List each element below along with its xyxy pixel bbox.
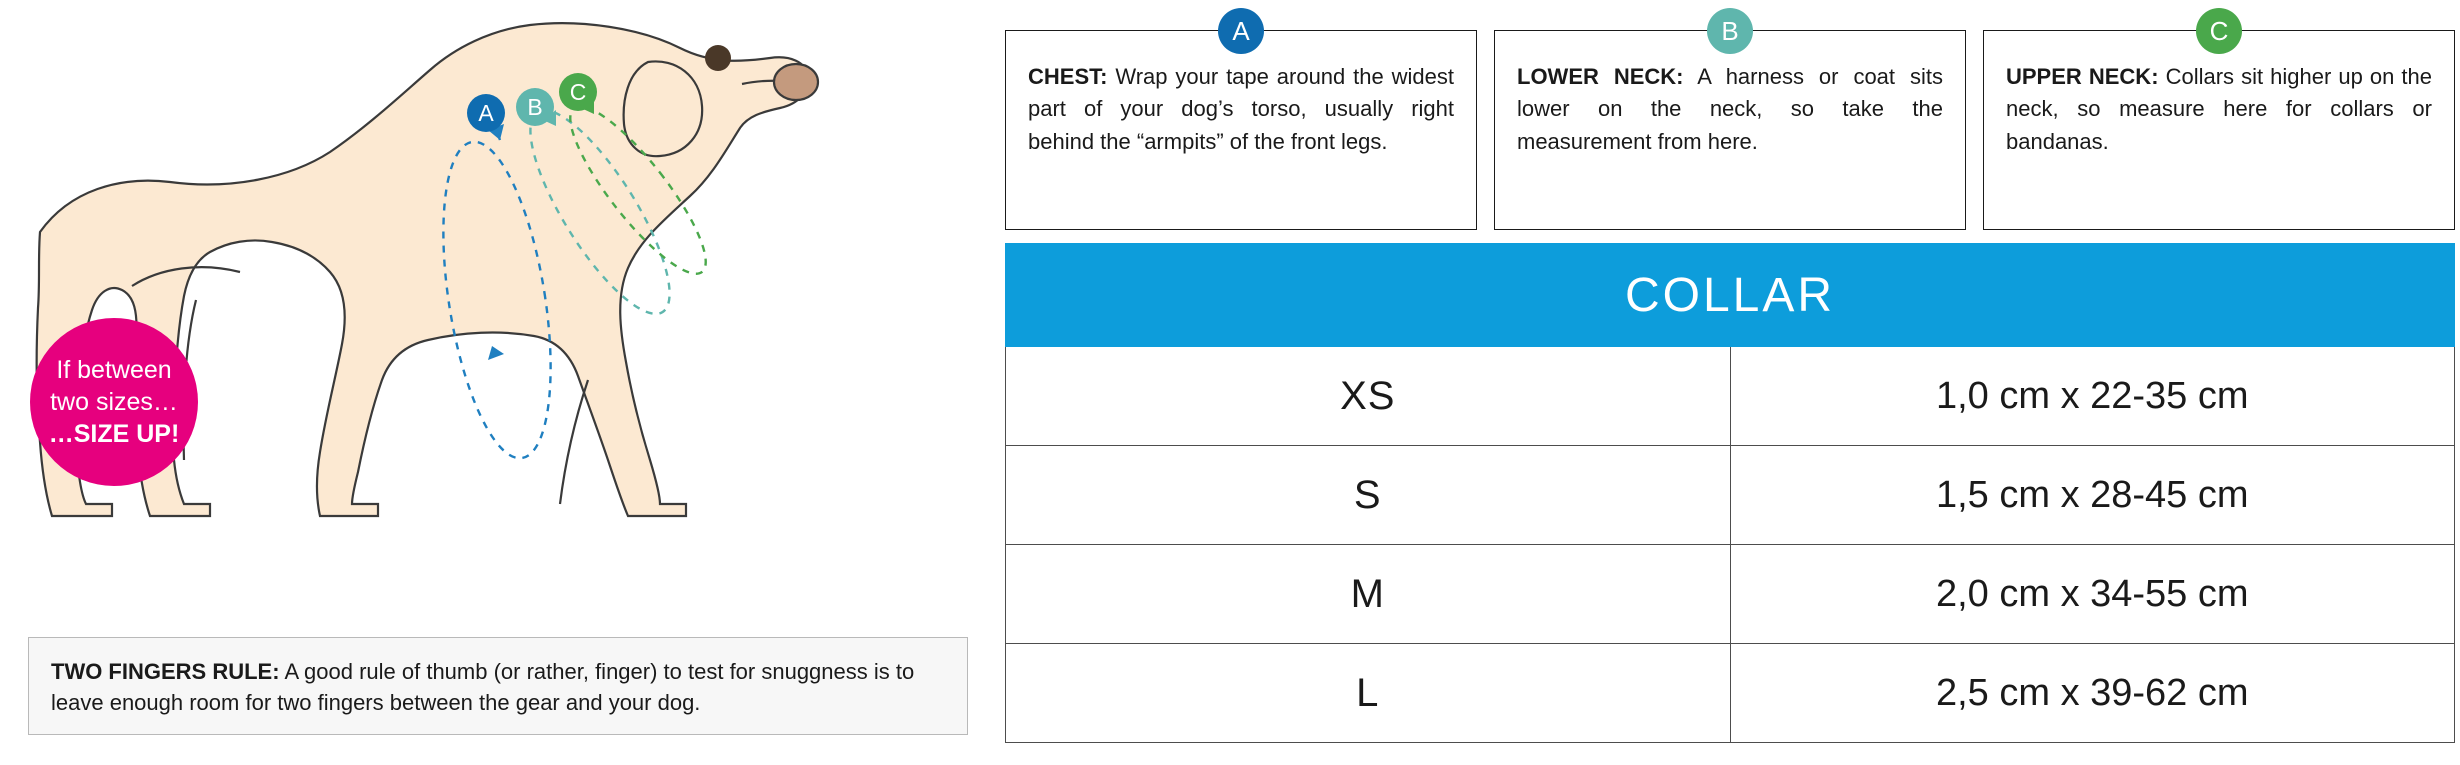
two-fingers-rule-lead: TWO FINGERS RULE: [51, 659, 280, 684]
svg-text:B: B [527, 94, 543, 120]
callout-upper-neck [1983, 15, 2455, 230]
table-row [1006, 545, 2455, 644]
callout-lower-neck-text [1517, 61, 1943, 158]
table-body [1006, 347, 2455, 743]
collar-size-table [1005, 243, 2455, 743]
size-up-line-1: If between [56, 356, 172, 384]
size-label-s: S [1006, 446, 1731, 545]
dog-diagram [0, 0, 1000, 640]
svg-text:A: A [478, 100, 494, 126]
callout-chest [1005, 15, 1477, 230]
two-fingers-rule-box [28, 637, 968, 735]
two-fingers-rule-text [51, 656, 945, 718]
size-up-badge [30, 318, 198, 486]
callout-marker-c: C [2196, 8, 2242, 54]
dog-nose [774, 64, 818, 100]
illustration-marker-c [559, 73, 597, 111]
callout-row [1005, 15, 2455, 230]
size-value-s: 1,5 cm x 28-45 cm [1730, 446, 2455, 545]
callout-upper-neck-lead: UPPER NECK: [2006, 64, 2159, 89]
dog-eye [705, 45, 731, 71]
table-title-row [1006, 244, 2455, 347]
chest-arrow-bottom [488, 346, 504, 360]
table-title: COLLAR [1006, 244, 2455, 347]
dog-ear [624, 61, 703, 156]
callout-lower-neck-body: A harness or coat sits lower on the neck, so take the measurement from here. [1517, 64, 1943, 154]
callout-chest-lead: CHEST: [1028, 64, 1108, 89]
callout-lower-neck-lead: LOWER NECK: [1517, 64, 1684, 89]
size-label-xs: XS [1006, 347, 1731, 446]
illustration-marker-a [467, 94, 505, 132]
callout-marker-a: A [1218, 8, 1264, 54]
callout-upper-neck-text [2006, 61, 2432, 158]
size-value-xs: 1,0 cm x 22-35 cm [1730, 347, 2455, 446]
illustration-panel [0, 0, 1000, 765]
illustration-marker-b [516, 88, 554, 126]
svg-text:C: C [569, 79, 587, 105]
size-label-l: L [1006, 644, 1731, 743]
table-row [1006, 446, 2455, 545]
callout-marker-b: B [1707, 8, 1753, 54]
two-fingers-rule-body: A good rule of thumb (or rather, finger) to test for snuggness is to leave enough room for two fingers between the gear and your dog. [51, 659, 915, 716]
size-up-line-2: two sizes… [50, 388, 178, 416]
size-up-line-3: …SIZE UP! [48, 420, 180, 448]
size-value-l: 2,5 cm x 39-62 cm [1730, 644, 2455, 743]
callout-upper-neck-body: Collars sit higher up on the neck, so measure here for collars or bandanas. [2006, 64, 2432, 154]
size-value-m: 2,0 cm x 34-55 cm [1730, 545, 2455, 644]
size-label-m: M [1006, 545, 1731, 644]
callout-chest-text [1028, 61, 1454, 158]
callout-lower-neck [1494, 15, 1966, 230]
callout-chest-body: Wrap your tape around the widest part of your dog’s torso, usually right behind the “armpits” of the front legs. [1028, 64, 1454, 154]
dog-foreleg-line [560, 380, 588, 504]
table-row [1006, 644, 2455, 743]
info-panel [1005, 0, 2460, 765]
table-row [1006, 347, 2455, 446]
